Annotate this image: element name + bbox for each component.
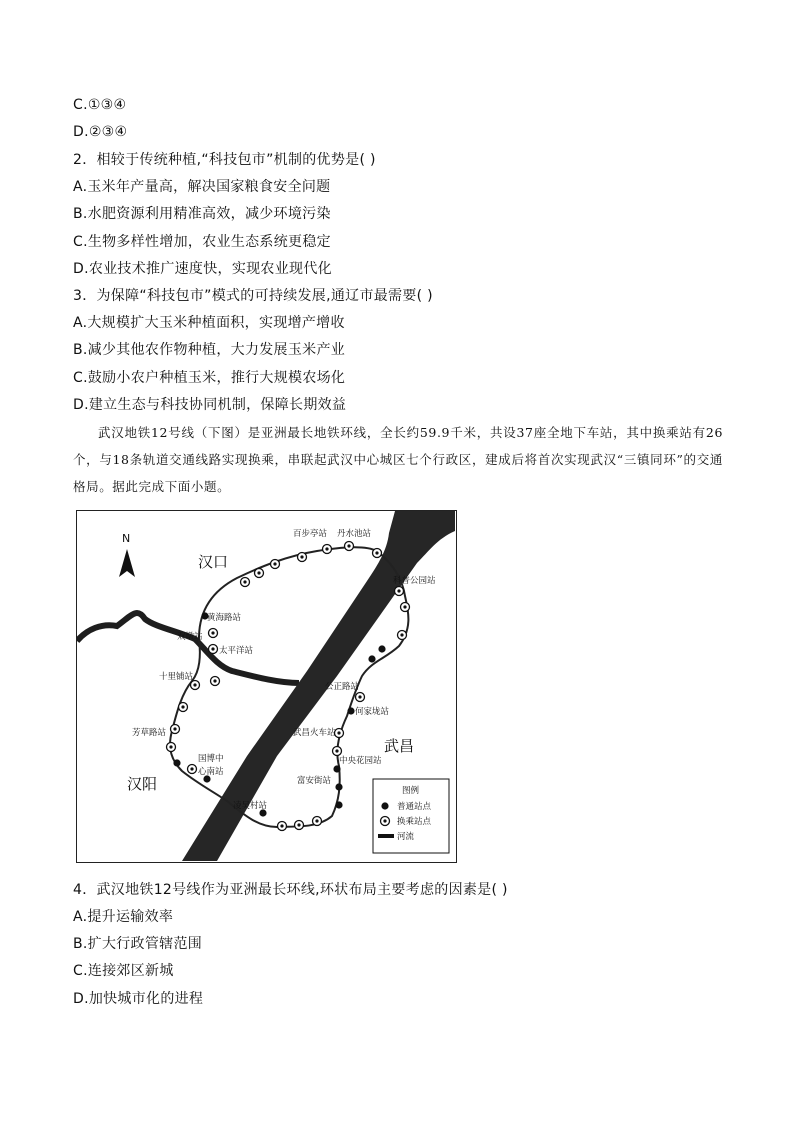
north-arrow-icon	[119, 549, 135, 577]
station-kepugongyuan: 科普公园站	[393, 576, 436, 586]
option-a-q3: A.大规模扩大玉米种植面积，实现增产增收	[73, 315, 345, 331]
district-wuchang: 武昌	[384, 737, 415, 755]
station-guobozhongxinnan-1: 国博中	[198, 754, 224, 764]
legend-normal-icon	[381, 802, 388, 809]
station-gongzhenglu: 公正路站	[325, 682, 360, 692]
metro-line-12-map	[76, 510, 457, 863]
station-wuchanghuochezhan: 武昌火车站	[293, 728, 336, 738]
option-c-q2: C.生物多样性增加，农业生态系统更稳定	[73, 234, 331, 250]
station-huanghailu: 黄海路站	[207, 613, 242, 623]
option-c-q1: C.①③④	[73, 97, 127, 113]
legend-title: 图例	[402, 786, 420, 796]
option-c-q4: C.连接郊区新城	[73, 963, 174, 979]
north-label: N	[122, 532, 131, 545]
station-guobozhongxinnan-2: 心南站	[198, 767, 224, 777]
station-zhongyanghuayuan: 中央花园站	[339, 756, 382, 766]
station-fuanjie: 富安街站	[297, 776, 332, 786]
option-d-q4: D.加快城市化的进程	[73, 991, 204, 1007]
option-b-q4: B.扩大行政管辖范围	[73, 936, 203, 952]
question-2-stem: 2．相较于传统种植,“科技包市”机制的优势是( )	[73, 152, 376, 168]
option-a-q2: A.玉米年产量高，解决国家粮食安全问题	[73, 179, 331, 195]
station-hejiaolong: 何家垅站	[355, 707, 390, 717]
map-legend	[373, 779, 449, 853]
station-lingwucun: 凌吴村站	[233, 801, 268, 811]
district-hankou: 汉口	[198, 553, 229, 571]
legend-river-label: 河流	[397, 832, 415, 842]
option-b-q3: B.减少其他农作物种植，大力发展玉米产业	[73, 342, 346, 358]
option-c-q3: C.鼓励小农户种植玉米，推行大规模农场化	[73, 370, 346, 386]
station-shilipu: 十里铺站	[159, 672, 194, 682]
option-d-q3: D.建立生态与科技协同机制，保障长期效益	[73, 397, 347, 413]
map-svg	[77, 511, 455, 861]
option-d-q2: D.农业技术推广速度快，实现农业现代化	[73, 261, 332, 277]
option-b-q2: B.水肥资源利用精准高效，减少环境污染	[73, 206, 331, 222]
question-3-stem: 3．为保障“科技包市”模式的可持续发展,通辽市最需要( )	[73, 288, 433, 304]
option-d-q1: D.②③④	[73, 124, 128, 140]
legend-river-icon	[378, 834, 394, 838]
passage-text: 武汉地铁12号线（下图）是亚洲最长地铁环线，全长约59.9千米，共设37座全地下车站，其中换乘站有26个，与18条轨道交通线路实现换乘，串联起武汉中心城区七个行政区，建成后将首次实现武汉“三镇同环”的交通格局。据此完成下面小题。	[73, 425, 723, 494]
legend-normal-label: 普通站点	[397, 802, 432, 812]
question-4-stem: 4．武汉地铁12号线作为亚洲最长环线,环状布局主要考虑的因素是( )	[73, 882, 508, 898]
station-danshuichi: 丹水池站	[337, 529, 372, 539]
legend-transfer-label: 换乘站点	[397, 817, 432, 827]
option-a-q4: A.提升运输效率	[73, 909, 174, 925]
station-baibuting: 百步亭站	[293, 529, 328, 539]
station-taipingyang: 太平洋站	[219, 646, 254, 656]
station-fangcaolu: 芳草路站	[132, 728, 167, 738]
station-shuangdun: 双墩站	[177, 632, 203, 642]
district-hanyang: 汉阳	[127, 775, 158, 793]
